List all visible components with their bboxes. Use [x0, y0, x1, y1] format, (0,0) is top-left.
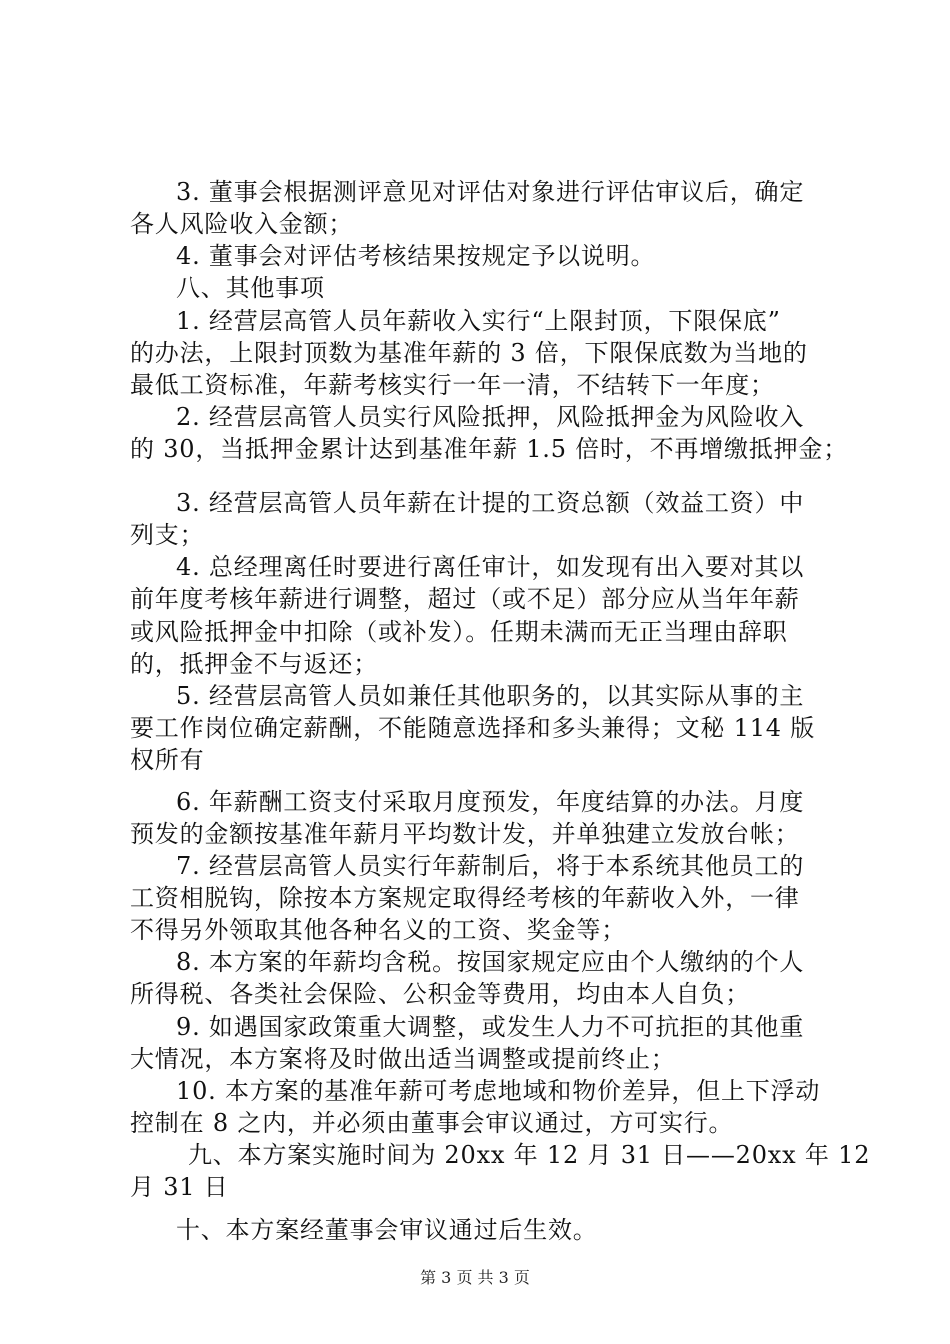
paragraph-line: 大情况，本方案将及时做出适当调整或提前终止；: [130, 1045, 676, 1073]
section-heading: 九、本方案实施时间为 20xx 年 12 月 31 日——20xx 年 12: [188, 1141, 871, 1169]
section-heading: 十、本方案经董事会审议通过后生效。: [176, 1216, 598, 1244]
section-heading: 八、其他事项: [176, 274, 325, 302]
page-footer: 第 3 页 共 3 页: [420, 1268, 530, 1287]
paragraph-line: 控制在 8 之内，并必须由董事会审议通过，方可实行。: [130, 1109, 734, 1137]
paragraph-line: 10. 本方案的基准年薪可考虑地域和物价差异，但上下浮动: [176, 1077, 821, 1105]
paragraph-line: 3. 董事会根据测评意见对评估对象进行评估审议后，确定: [176, 178, 805, 206]
paragraph-line: 列支；: [130, 521, 205, 549]
paragraph-line: 最低工资标准，年薪考核实行一年一清，不结转下一年度；: [130, 371, 775, 399]
paragraph-line: 5. 经营层高管人员如兼任其他职务的，以其实际从事的主: [176, 682, 805, 710]
paragraph-line: 所得税、各类社会保险、公积金等费用，均由本人自负；: [130, 980, 750, 1008]
paragraph-line: 6. 年薪酬工资支付采取月度预发，年度结算的办法。月度: [176, 788, 805, 816]
paragraph-line: 月 31 日: [130, 1173, 229, 1201]
paragraph-line: 前年度考核年薪进行调整，超过（或不足）部分应从当年年薪: [130, 585, 800, 613]
paragraph-line: 权所有: [130, 746, 205, 774]
paragraph-line: 1. 经营层高管人员年薪收入实行“上限封顶，下限保底”: [176, 307, 781, 335]
paragraph-line: 3. 经营层高管人员年薪在计提的工资总额（效益工资）中: [176, 489, 805, 517]
paragraph-line: 9. 如遇国家政策重大调整，或发生人力不可抗拒的其他重: [176, 1013, 805, 1041]
paragraph-line: 工资相脱钩，除按本方案规定取得经考核的年薪收入外，一律: [130, 884, 800, 912]
paragraph-line: 8. 本方案的年薪均含税。按国家规定应由个人缴纳的个人: [176, 948, 805, 976]
paragraph-line: 4. 总经理离任时要进行离任审计，如发现有出入要对其以: [176, 553, 805, 581]
paragraph-line: 预发的金额按基准年薪月平均数计发，并单独建立发放台帐；: [130, 820, 800, 848]
paragraph-line: 4. 董事会对评估考核结果按规定予以说明。: [176, 242, 656, 270]
paragraph-line: 各人风险收入金额；: [130, 210, 354, 238]
paragraph-line: 7. 经营层高管人员实行年薪制后，将于本系统其他员工的: [176, 852, 805, 880]
paragraph-line: 或风险抵押金中扣除（或补发）。任期未满而无正当理由辞职: [130, 618, 788, 646]
paragraph-line: 不得另外领取其他各种名义的工资、奖金等；: [130, 916, 626, 944]
paragraph-line: 的办法，上限封顶数为基准年薪的 3 倍，下限保底数为当地的: [130, 339, 808, 367]
paragraph-line: 要工作岗位确定薪酬，不能随意选择和多头兼得；文秘 114 版: [130, 714, 816, 742]
paragraph-line: 的，抵押金不与返还；: [130, 650, 378, 678]
paragraph-line: 2. 经营层高管人员实行风险抵押，风险抵押金为风险收入: [176, 403, 805, 431]
paragraph-line: 的 30，当抵押金累计达到基准年薪 1.5 倍时，不再增缴抵押金；: [130, 435, 848, 463]
